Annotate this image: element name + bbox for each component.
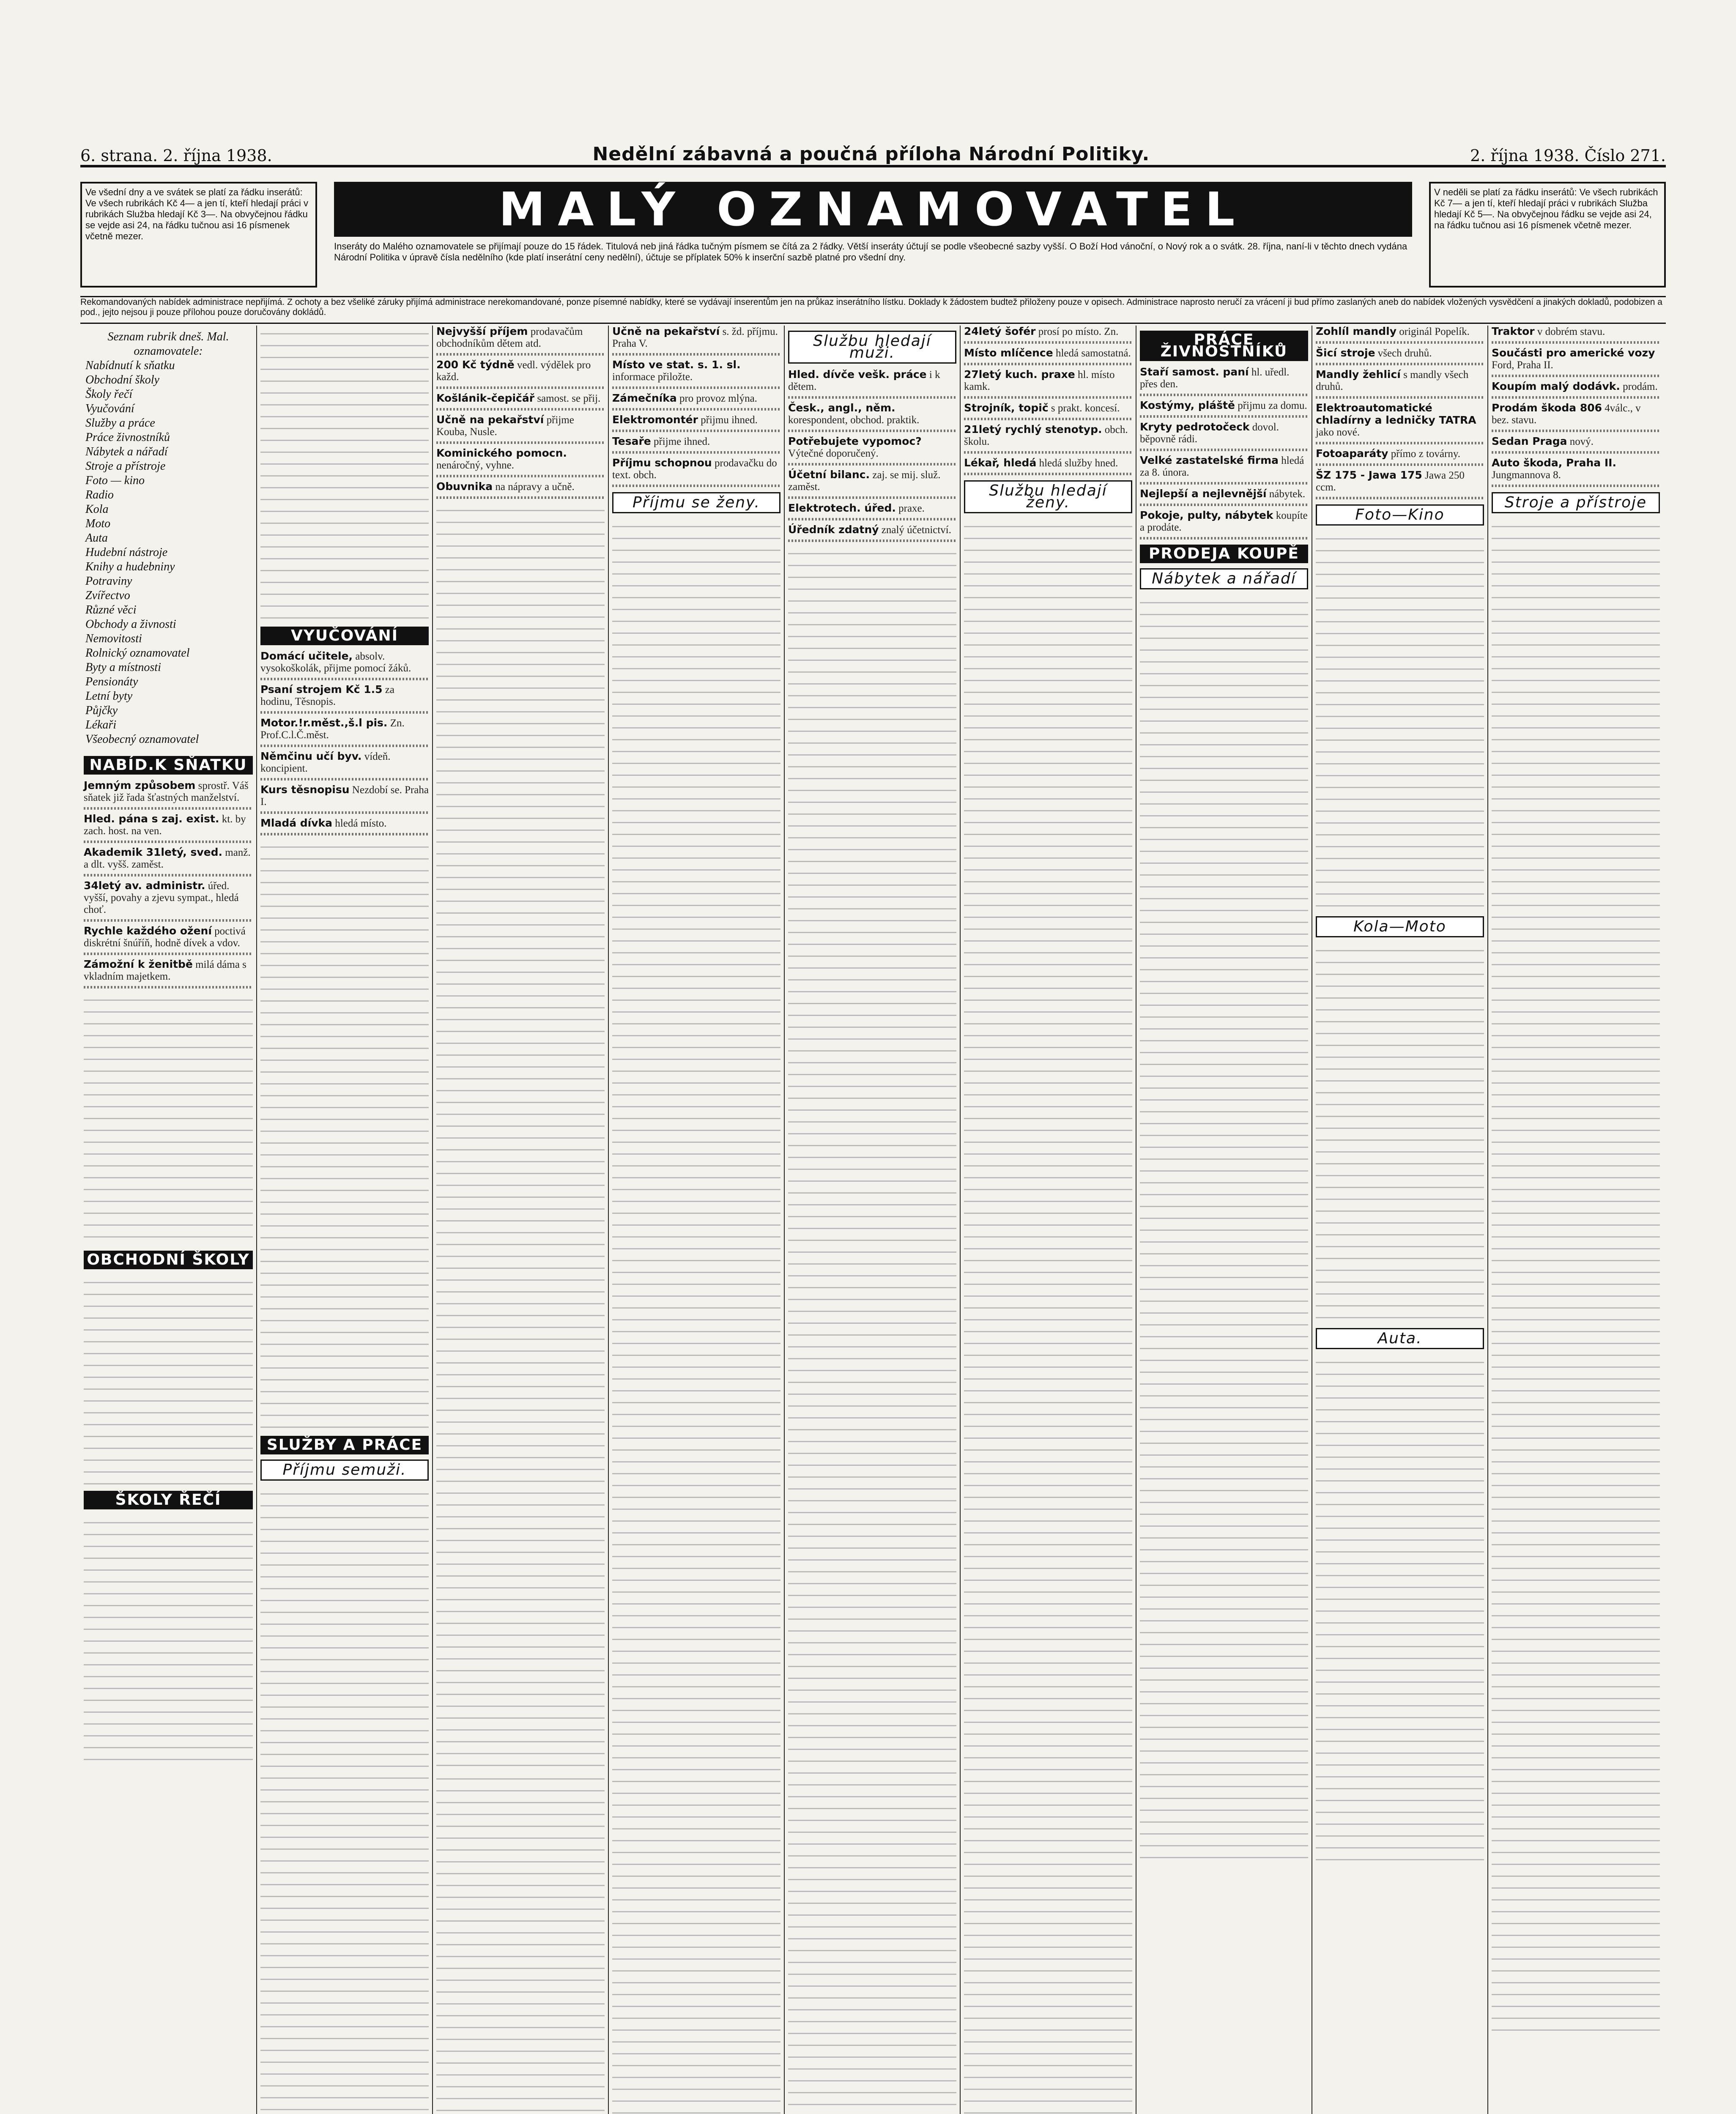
ad-text: Jungmannova 8.: [1492, 469, 1561, 481]
ad-divider: [260, 778, 429, 780]
ad-text: praxe.: [895, 503, 925, 514]
index-item: Půjčky: [85, 704, 118, 717]
ad-headline: Akademik 31letý, sved.: [84, 846, 222, 858]
ad-headline: Příjmu schopnou: [612, 457, 712, 469]
index-item: Foto — kino: [85, 474, 145, 487]
classified-ad: [964, 424, 1132, 448]
ad-divider: [1492, 430, 1660, 432]
ad-text: s mandly všech druhů.: [1316, 369, 1469, 392]
classified-ad: [1140, 421, 1308, 445]
ad-divider: [1316, 341, 1484, 344]
ad-headline: Elektrotech. úřed.: [788, 502, 896, 514]
ad-divider: [436, 353, 605, 356]
ad-headline: Kostýmy, pláště: [1140, 399, 1235, 411]
ad-divider: [260, 745, 429, 747]
ad-divider: [1140, 394, 1308, 396]
ad-text: prodavačům obchodníkům dětem atd.: [436, 326, 583, 349]
section-bikes-moto: Kola—Moto: [1316, 916, 1484, 937]
ad-text: v dobrém stavu.: [1534, 326, 1605, 337]
column-ads: [1492, 326, 1660, 487]
ad-text: nový.: [1567, 436, 1594, 447]
classified-ad: [612, 392, 780, 405]
classified-ad: [84, 846, 253, 871]
ad-divider: [1140, 537, 1308, 539]
classified-ad: [1140, 509, 1308, 534]
ad-divider: [1492, 341, 1660, 344]
ad-headline: Tesaře: [612, 435, 651, 447]
ad-headline: Učně na pekařství: [612, 326, 720, 337]
supplement-title: Nedělní zábavná a poučná příloha Národní Politiky.: [592, 143, 1150, 165]
classified-ad: [84, 925, 253, 949]
ad-text: originál Popelík.: [1396, 326, 1470, 337]
ad-headline: Velké zastatelské firma: [1140, 454, 1279, 466]
ad-text: přijme Kouba, Nusle.: [436, 414, 574, 438]
classified-ad: [612, 435, 780, 448]
ad-divider: [612, 408, 780, 411]
ad-divider: [84, 953, 253, 955]
section-teaching: VYUČOVÁNÍ: [260, 627, 429, 645]
section-cars: Auta.: [1316, 1328, 1484, 1349]
section-furniture: Nábytek a nářadí: [1140, 568, 1308, 589]
classified-ad: [612, 326, 780, 350]
index-item: Radio: [85, 488, 114, 501]
ad-divider: [612, 353, 780, 356]
ad-text: Nezdobí se. Praha I.: [260, 784, 429, 808]
ad-headline: Hled. pána s zaj. exist.: [84, 813, 219, 825]
ad-headline: 27letý kuch. praxe: [964, 368, 1075, 381]
column-8: [1312, 326, 1487, 2114]
ad-headline: Koupím malý dodávk.: [1492, 380, 1620, 392]
ad-text: korespondent, obchod. praktik.: [788, 414, 920, 426]
section-language-schools: ŠKOLY ŘEČÍ: [84, 1491, 253, 1509]
ad-divider: [260, 811, 429, 814]
classified-ad: [1492, 347, 1660, 371]
classified-ad: [436, 481, 605, 493]
ad-text: i k dětem.: [788, 369, 940, 392]
index-list: [85, 359, 251, 747]
ad-headline: Fotoaparáty: [1316, 447, 1388, 460]
column-ads: [612, 326, 780, 487]
ad-headline: Kurs těsnopisu: [260, 783, 350, 796]
ad-text: Zn. Prof.C.l.Č.měst.: [260, 717, 405, 741]
classified-ad: [1140, 455, 1308, 479]
column-ads: [260, 650, 429, 835]
page-date-right: 2. října 1938. Číslo 271.: [1470, 146, 1666, 165]
index-item: Byty a místnosti: [85, 661, 161, 674]
ad-headline: Zámečníka: [612, 392, 677, 404]
ad-divider: [788, 518, 956, 520]
ad-divider: [964, 451, 1132, 454]
index-item: Obchody a živnosti: [85, 618, 176, 631]
ad-divider: [260, 833, 429, 835]
ad-headline: ŠZ 175 - Jawa 175: [1316, 469, 1422, 481]
ad-divider: [1316, 363, 1484, 365]
section-services: SLUŽBY A PRÁCE: [260, 1436, 429, 1454]
classified-ad: [964, 457, 1132, 469]
ad-headline: Jemným způsobem: [84, 779, 196, 791]
ad-divider: [964, 341, 1132, 344]
ad-divider: [1492, 375, 1660, 377]
classified-ad: [84, 880, 253, 916]
classified-ad: [1492, 457, 1660, 481]
classified-ad: [964, 326, 1132, 338]
index-item: Nábytek a nářadí: [85, 445, 168, 458]
classified-ad: [84, 813, 253, 837]
column-6: [960, 326, 1136, 2114]
ad-headline: Zámožní k ženitbě: [84, 958, 193, 970]
ad-text: manž. a dlt. vyšš. zaměst.: [84, 847, 251, 870]
section-business-schools: OBCHODNÍ ŠKOLY: [84, 1251, 253, 1269]
index-item: Pensionáty: [85, 675, 138, 688]
masthead: [80, 178, 1666, 321]
ad-text: jako nové.: [1316, 427, 1360, 438]
ad-headline: Česk., angl., něm.: [788, 402, 895, 414]
column-4: [608, 326, 784, 2114]
ad-headline: 21letý rychlý stenotyp.: [964, 423, 1102, 435]
ad-text: dovol. běpovně rádi.: [1140, 422, 1279, 445]
ad-text: hl. místo kamk.: [964, 369, 1115, 392]
column-5: [784, 326, 960, 2114]
ad-text: všech druhů.: [1375, 348, 1432, 359]
classified-ad: [1316, 469, 1484, 493]
column-ads: [436, 326, 605, 499]
rates-note: Inseráty do Malého oznamovatele se přijímají pouze do 15 řádek. Titulová neb jiná řádka tučným písmem se čítá za 2 řádky. Větší inseráty účtují se podle všeobecné sazby vyšší. O Boží Hod vánoční, o Nový rok a o svátk. 28. října, naní-li v těchto dnech vydána Národní Politika v úpravě čísla nedělního (kde platí inserátní ceny nedělní), účtuje se příplatek 50% k inserční sazbě platné pro všední dny.: [334, 241, 1407, 263]
section-marriage: NABÍD.K SŇATKU: [84, 756, 253, 775]
ad-headline: Mandly žehlicí: [1316, 368, 1401, 381]
ad-divider: [84, 807, 253, 810]
ad-text: s prakt. koncesí.: [1048, 403, 1120, 414]
classified-ad: [84, 780, 253, 804]
ad-text: obch. školu.: [964, 424, 1128, 447]
ad-headline: Motor.!r.měst.,š.l pis.: [260, 717, 388, 729]
classified-ad: [612, 457, 780, 481]
classified-ad: [260, 750, 429, 775]
classified-ad: [964, 369, 1132, 393]
ad-divider: [1316, 442, 1484, 444]
ad-divider: [1492, 396, 1660, 399]
index-item: Vyučování: [85, 402, 134, 415]
ad-headline: 200 Kč týdně: [436, 359, 515, 371]
ad-divider: [84, 841, 253, 843]
classified-ad: [1492, 326, 1660, 338]
ad-headline: Elektroautomatické chladírny a ledničky TATRA: [1316, 402, 1476, 426]
ad-text: prodavačku do text. obch.: [612, 457, 777, 481]
newspaper-page: [80, 127, 1666, 2114]
ad-text: milá dáma s vkladním majetkem.: [84, 959, 246, 982]
classified-ad: [84, 958, 253, 983]
section-hire-men: Příjmu semuži.: [260, 1460, 429, 1481]
index-item: Potraviny: [85, 575, 132, 588]
ad-headline: Elektromontér: [612, 413, 698, 426]
index-item: Rolnický oznamovatel: [85, 646, 190, 660]
index-item: Školy řečí: [85, 388, 133, 401]
ad-headline: Nejlepší a nejlevnější: [1140, 487, 1267, 500]
classified-ad: [260, 684, 429, 708]
ad-divider: [436, 408, 605, 411]
ad-divider: [788, 496, 956, 499]
column-3: [432, 326, 608, 2114]
section-hire-women: Příjmu se ženy.: [612, 492, 780, 513]
ad-divider: [1316, 497, 1484, 499]
classified-ad: [1316, 402, 1484, 438]
index-item: Zvířectvo: [85, 589, 130, 602]
classified-ad: [788, 369, 956, 393]
ad-divider: [260, 711, 429, 714]
ad-divider: [1140, 504, 1308, 506]
index-item: Všeobecný oznamovatel: [85, 733, 199, 746]
ad-divider: [1492, 485, 1660, 487]
classified-ad: [1492, 402, 1660, 426]
classified-ad: [788, 524, 956, 536]
index-item: Letní byty: [85, 690, 133, 703]
index-item: Hudební nástroje: [85, 546, 168, 559]
ad-columns: [80, 326, 1666, 2114]
ad-divider: [612, 451, 780, 454]
classified-ad: [1140, 366, 1308, 390]
ad-divider: [436, 441, 605, 444]
ad-headline: Psaní strojem Kč 1.5: [260, 683, 383, 696]
ad-divider: [1316, 396, 1484, 399]
classified-ad: [612, 414, 780, 426]
ad-divider: [788, 463, 956, 466]
column-ads: [964, 326, 1132, 475]
ad-text: znalý účetnictví.: [879, 524, 952, 536]
ad-text: úřed. vyšší, povahy a zjevu sympat., hledá choť.: [84, 880, 239, 915]
ad-headline: Košlánik-čepičář: [436, 392, 535, 404]
classified-ad: [964, 347, 1132, 359]
section-photo-cinema: Foto—Kino: [1316, 504, 1484, 526]
column-1: [80, 326, 256, 2114]
ad-text: přijmu ihned.: [698, 414, 758, 426]
ad-headline: Mladá dívka: [260, 817, 333, 829]
classified-ad: [436, 359, 605, 383]
classified-ad: [260, 650, 429, 674]
ad-divider: [84, 919, 253, 922]
ad-divider: [964, 363, 1132, 365]
ad-headline: Místo ve stat. s. 1. sl.: [612, 359, 741, 371]
page-date-left: 6. strana. 2. října 1938.: [80, 146, 272, 165]
sunday-rates-box: V neděli se platí za řádku inserátů: Ve všech rubrikách Kč 7— a jen tí, kteří hledají práci v rubrikách Služba hledají Kč 5—. Na obvyčejnou řádku se vejde asi 24, na řádku tučnou asi 16 písmenek včetně mezer.: [1429, 182, 1666, 288]
ad-divider: [788, 539, 956, 542]
ad-divider: [84, 874, 253, 876]
classified-ad: [1316, 448, 1484, 460]
ad-text: prodám.: [1620, 381, 1658, 392]
ad-text: kt. by zach. host. na ven.: [84, 813, 246, 837]
ad-headline: Sedan Praga: [1492, 435, 1567, 447]
classified-ad: [788, 502, 956, 515]
ad-divider: [436, 475, 605, 477]
administration-notice: Rekomandovaných nabídek administrace nepřijímá. Z ochoty a bez všeliké záruky přijímá administrace nerekomandované, ponze písemné nabídky, které se vydávají inserentům jen na průkaz inserátního lístku. Doklady k žádostem budtež přiloženy pouze v opisech. Administrace naprosto neručí za vrácení ji bud přímo zaslaných aneb do nabídek vložených vysvědčení a jinakých dokladů, podobizen a pod., jejto nejsou ji pouze přílohou pouze doručovány dokládů.: [80, 296, 1666, 324]
index-item: Knihy a hudebniny: [85, 560, 175, 573]
section-trade-work: PRÁCE ŽIVNOSTNÍKŮ: [1140, 331, 1308, 361]
classified-ad: [260, 784, 429, 808]
classified-ad: [1492, 381, 1660, 393]
classified-ad: [436, 392, 605, 405]
ad-text: koupíte a prodáte.: [1140, 510, 1308, 533]
classified-ad: [612, 359, 780, 383]
ad-text: Ford, Praha II.: [1492, 359, 1553, 371]
ad-headline: Kryty pedrotočeck: [1140, 421, 1250, 433]
section-women-seek-work: Službu hledají ženy.: [964, 480, 1132, 513]
index-item: Služby a práce: [85, 416, 155, 430]
ad-divider: [612, 430, 780, 432]
ad-text: přímo z továrny.: [1388, 448, 1461, 460]
ad-divider: [1140, 482, 1308, 485]
ad-headline: Kominického pomocn.: [436, 447, 567, 459]
ad-headline: Obuvnika: [436, 480, 493, 493]
ad-headline: Potřebujete vypomoc?: [788, 435, 922, 447]
column-7: [1136, 326, 1312, 2114]
ad-headline: Účetní bilanc.: [788, 468, 870, 481]
column-ads: [84, 780, 253, 989]
ad-headline: Prodám škoda 806: [1492, 402, 1602, 414]
ad-divider: [964, 396, 1132, 399]
classified-ad: [1316, 326, 1484, 338]
ad-divider: [436, 386, 605, 389]
ad-text: přijme ihned.: [651, 436, 710, 447]
ad-text: nenáročný, vyhne.: [436, 460, 514, 471]
ad-headline: Traktor: [1492, 326, 1535, 337]
ad-divider: [84, 986, 253, 989]
ad-divider: [1140, 415, 1308, 418]
ad-divider: [612, 386, 780, 389]
classified-ad: [436, 326, 605, 350]
ad-divider: [612, 485, 780, 487]
ad-headline: Lékař, hledá: [964, 457, 1037, 469]
ad-text: hledá místo.: [332, 818, 387, 829]
classified-ad: [1316, 347, 1484, 359]
ad-headline: Místo mlíčence: [964, 347, 1053, 359]
ad-text: poctivá diskrétní šnúříň, hodně dívek a vdov.: [84, 926, 246, 949]
ad-text: hledá služby hned.: [1036, 457, 1118, 469]
ad-text: hledá samostatná.: [1053, 348, 1131, 359]
ad-text: hledá za 8. února.: [1140, 455, 1304, 478]
ad-divider: [964, 473, 1132, 475]
index-item: Auta: [85, 531, 108, 545]
classified-ad: [1492, 435, 1660, 448]
ad-text: sprostř. Váš sňatek již řada šťastných manželství.: [84, 780, 249, 803]
ad-text: prosí po místo. Zn.: [1035, 326, 1119, 337]
column-ads: [788, 369, 956, 542]
classified-ad: [1316, 369, 1484, 393]
ad-text: Výtečné doporučený.: [788, 448, 879, 459]
ad-divider: [788, 430, 956, 432]
ad-text: za hodinu, Těsnopis.: [260, 684, 394, 707]
ad-headline: Šicí stroje: [1316, 347, 1375, 359]
ad-text: samost. se přij.: [534, 393, 601, 404]
ad-divider: [436, 496, 605, 499]
index-item: Stroje a přístroje: [85, 460, 166, 473]
ad-divider: [788, 396, 956, 399]
ad-divider: [260, 678, 429, 680]
ad-headline: Strojník, topič: [964, 402, 1049, 414]
ad-headline: Učně na pekařství: [436, 413, 544, 426]
ad-text: informace přiložte.: [612, 371, 693, 383]
ad-text: s. žd. příjmu. Praha V.: [612, 326, 778, 349]
ad-text: na nápravy a učně.: [493, 481, 575, 493]
ad-headline: Součásti pro americké vozy: [1492, 347, 1655, 359]
ad-text: 4válc., v bez. stavu.: [1492, 403, 1641, 426]
rubric-index: [84, 326, 253, 751]
classified-ad: [260, 717, 429, 741]
index-item: Nemovitosti: [85, 632, 142, 645]
index-item: Nabídnutí k sňatku: [85, 359, 175, 372]
column-9: [1487, 326, 1663, 2114]
ad-text: pro provoz mlýna.: [676, 393, 757, 404]
ad-headline: 24letý šofér: [964, 326, 1036, 337]
ad-divider: [964, 418, 1132, 420]
classified-ad: [964, 402, 1132, 414]
ad-headline: Domácí učitele,: [260, 650, 353, 662]
ad-headline: Úředník zdatný: [788, 523, 879, 536]
index-item: Lékaři: [85, 718, 117, 731]
classified-ad: [788, 435, 956, 460]
classified-ad: [788, 402, 956, 426]
index-item: Obchodní školy: [85, 373, 159, 386]
ad-text: absolv. vysokoškolák, přijme pomocí žáků.: [260, 651, 411, 674]
ad-headline: Nejvyšší příjem: [436, 326, 528, 337]
classified-ad: [436, 414, 605, 438]
section-title: MALÝ OZNAMOVATEL: [334, 182, 1412, 237]
ad-divider: [1316, 463, 1484, 466]
ad-text: Jawa 250 ccm.: [1316, 470, 1465, 493]
index-heading: Seznam rubrik dneš. Mal. oznamovatele:: [107, 330, 229, 358]
ad-text: zaj. se mij. služ. zaměst.: [788, 469, 941, 493]
ad-headline: Pokoje, pulty, nábytek: [1140, 509, 1273, 521]
ad-text: vedl. výdělek pro každ.: [436, 359, 591, 383]
index-item: Moto: [85, 517, 111, 530]
ad-text: přijmu za domu.: [1235, 400, 1307, 411]
classified-ad: [436, 447, 605, 471]
ad-headline: Rychle každého ožení: [84, 925, 212, 937]
index-item: Práce živnostníků: [85, 431, 170, 444]
column-ads: [1316, 326, 1484, 499]
column-ads: [1140, 366, 1308, 539]
classified-ad: [260, 817, 429, 830]
section-men-seek-work: Službu hledají muži.: [788, 331, 956, 364]
ad-text: vídeň. koncipient.: [260, 751, 391, 774]
ad-headline: 34letý av. administr.: [84, 879, 205, 892]
index-item: Kola: [85, 503, 109, 516]
classified-ad: [788, 469, 956, 493]
weekday-rates-box: Ve všední dny a ve svátek se platí za řádku inserátů: Ve všech rubrikách Kč 4— a jen tí, kteří hledají práci v rubrikách Služba hledají Kč 3—. Na obvyčejnou řádku se vejde asi 24, na řádku tučnou asi 16 písmenek včetně mezer.: [80, 182, 317, 288]
classified-ad: [1140, 488, 1308, 500]
ad-divider: [1492, 451, 1660, 454]
column-2: [256, 326, 432, 2114]
ad-headline: Němčinu učí byv.: [260, 750, 362, 762]
ad-headline: Staří samost. paní: [1140, 366, 1249, 378]
ad-text: hl. uředl. přes den.: [1140, 367, 1290, 390]
section-sales: PRODEJA KOUPĚ: [1140, 545, 1308, 563]
ad-headline: Auto škoda, Praha II.: [1492, 457, 1616, 469]
ad-headline: Hled. dívče vešk. práce: [788, 368, 927, 381]
running-header: [80, 135, 1666, 167]
ad-headline: Zohlíl mandly: [1316, 326, 1396, 337]
ad-divider: [1140, 449, 1308, 451]
ad-text: nábytek.: [1266, 488, 1306, 500]
index-item: Různé věci: [85, 603, 137, 616]
classified-ad: [1140, 400, 1308, 412]
section-machines: Stroje a přístroje: [1492, 492, 1660, 513]
